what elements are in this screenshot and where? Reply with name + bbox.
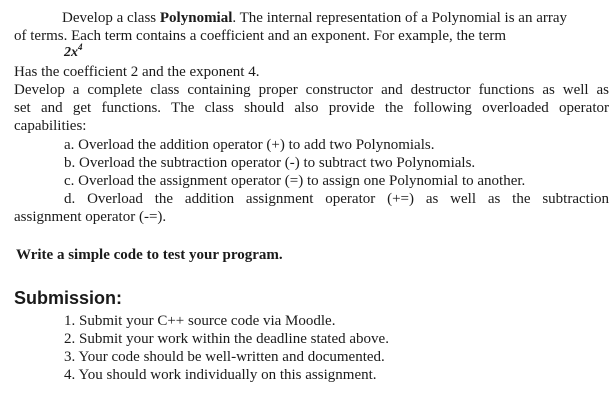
intro-line-2: of terms. Each term contains a coefficient and an exponent. For example, the term (14, 28, 507, 44)
term-variable: x (71, 45, 78, 60)
capability-d-line-2: assignment operator (-=). (14, 209, 167, 225)
term-exponent: 4 (78, 42, 83, 52)
example-term (64, 44, 83, 61)
capability-d-line-1: d. Overload the addition assignment operator (+=) as well as the subtraction (64, 191, 609, 207)
term-coefficient: 2 (64, 45, 71, 60)
test-instruction: Write a simple code to test your program. (16, 247, 283, 263)
submission-item: 2. Submit your work within the deadline stated above. (64, 331, 389, 347)
submission-item: 3. Your code should be well-written and documented. (64, 349, 385, 365)
intro-line-1 (62, 10, 567, 27)
intro-line-3: Has the coefficient 2 and the exponent 4. (14, 64, 260, 80)
requirements-line-2: set and get functions. The class should also provide the following overloaded operator (14, 100, 609, 116)
intro-line-1-suffix: . The internal representation of a Polynomial is an array (232, 10, 568, 26)
submission-item: 4. You should work individually on this assignment. (64, 367, 377, 383)
requirements-line-1: Develop a complete class containing proper constructor and destructor functions as well as (14, 82, 609, 98)
submission-heading: Submission: (14, 288, 123, 308)
class-name: Polynomial (159, 10, 233, 26)
submission-item: 1. Submit your C++ source code via Moodle. (64, 313, 336, 329)
intro-line-1-prefix: Develop a class (62, 10, 160, 26)
capability-item: b. Overload the subtraction operator (-) to subtract two Polynomials. (64, 155, 476, 171)
capability-item: c. Overload the assignment operator (=) to assign one Polynomial to another. (64, 173, 526, 189)
requirements-line-3: capabilities: (14, 118, 87, 134)
capability-item: a. Overload the addition operator (+) to add two Polynomials. (64, 137, 435, 153)
